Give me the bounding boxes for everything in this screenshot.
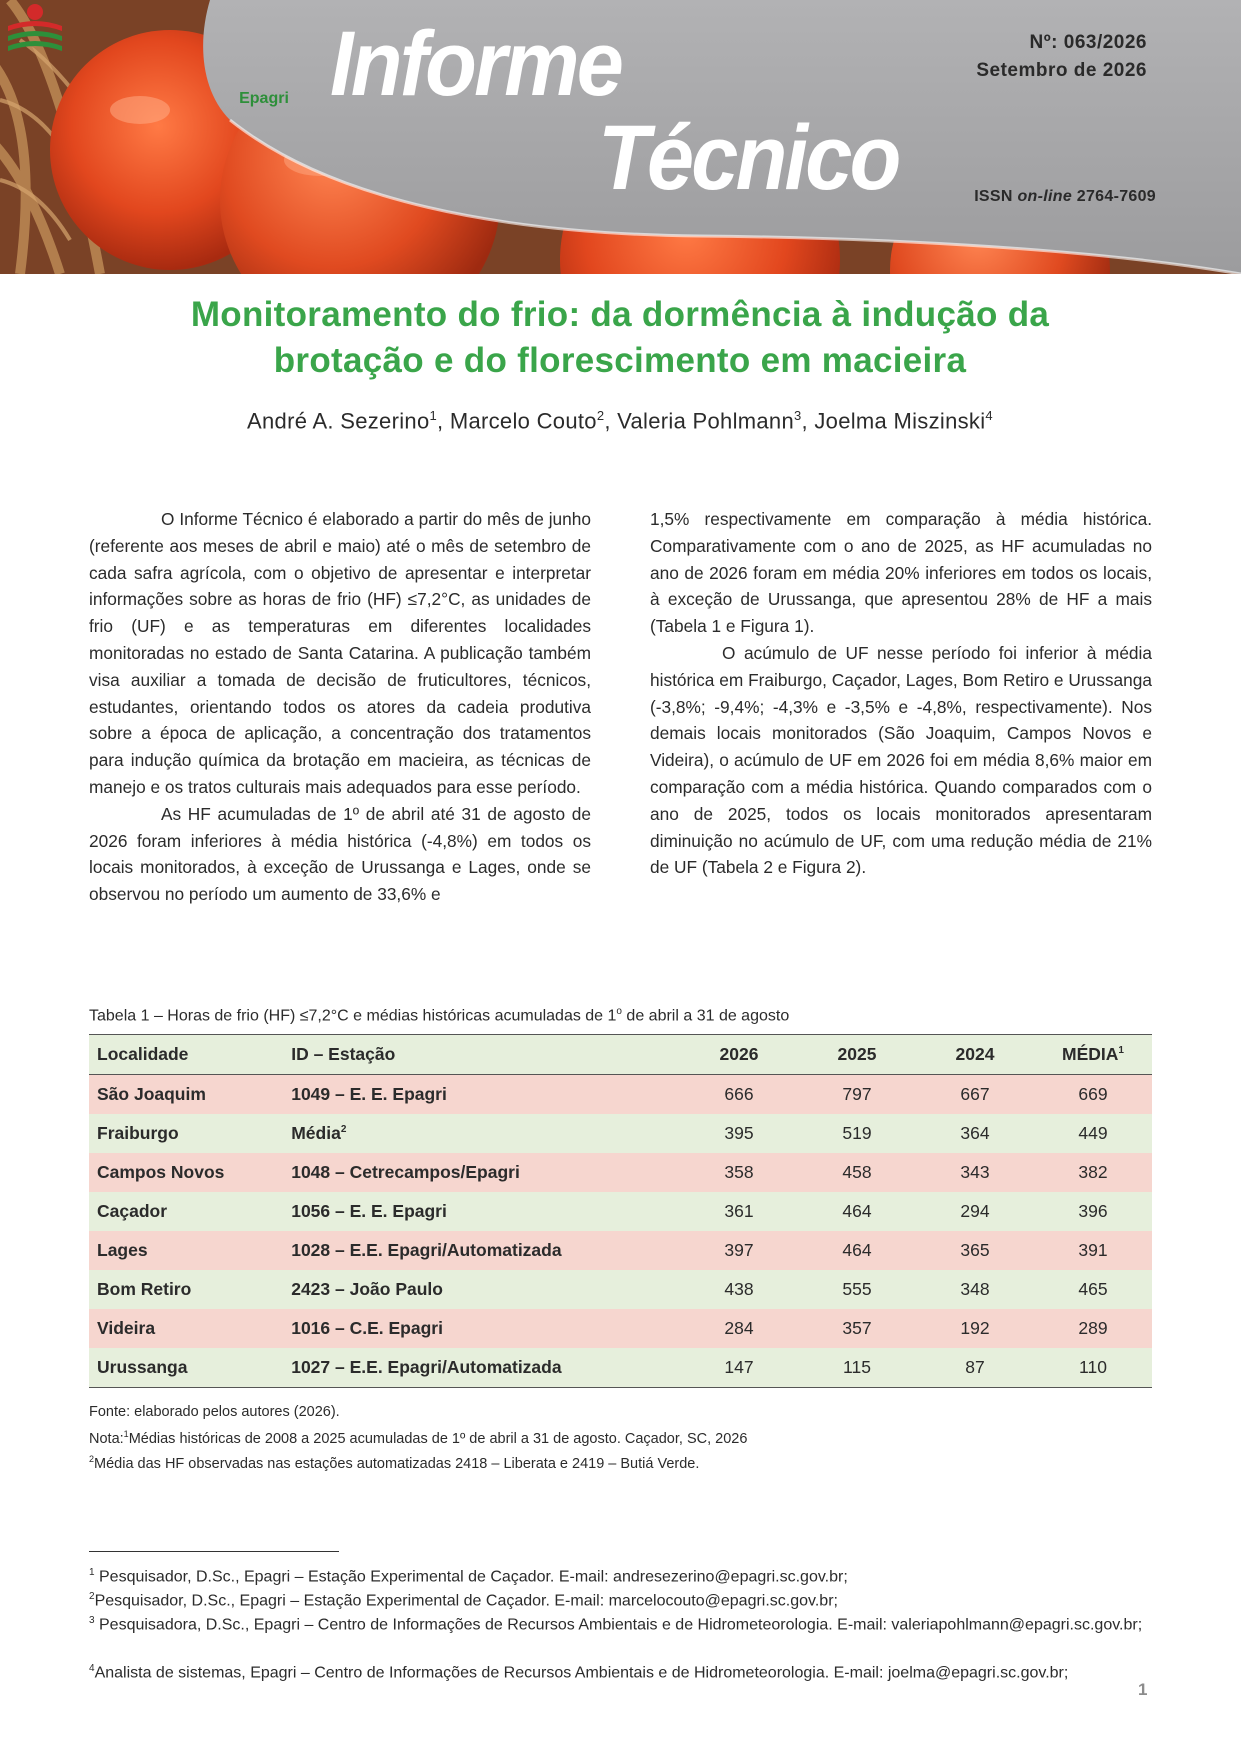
body-paragraph: O acúmulo de UF nesse período foi inferior à média histórica em Fraiburgo, Caçador, Lages, Bom Retiro e Urussanga (-3,8%; -9,4%; -4,3% e -3,5% e -4,8%, respectivamente). Nos demais locais monitorados (São Joaquim, Campos Novos e Videira), o acúmulo de UF em 2026 foi em média 8,6% maior em comparação com a média histórica. Quando comparados com o ano de 2025, todos os locais monitorados apresentaram diminuição no acúmulo de UF, com uma redução média de 21% de UF (Tabela 2 e Figura 2).	[650, 642, 1152, 878]
table-row	[89, 1192, 1152, 1231]
cell-estacao-text: 1027 – E.E. Epagri/Automatizada	[291, 1357, 562, 1377]
cell-estacao-text: 1049 – E. E. Epagri	[291, 1084, 447, 1104]
footnote-sup: 4	[89, 1663, 95, 1674]
header-banner	[0, 0, 1241, 274]
table-note-2-text: Média das HF observadas nas estações automatizadas 2418 – Liberata e 2419 – Butiá Verde.	[94, 1455, 700, 1472]
cell-2025: 115	[798, 1348, 916, 1388]
table-note-2-sup: 2	[89, 1454, 95, 1464]
cell-2024: 343	[960, 1162, 990, 1182]
article-title	[100, 292, 1140, 384]
cell-media: 449	[1078, 1123, 1108, 1143]
cell-2025: 458	[842, 1162, 872, 1182]
brand-title-line2: Técnico	[598, 107, 899, 209]
cell-media: 669	[1078, 1084, 1108, 1104]
page-number: 1	[1138, 1680, 1148, 1699]
table-row	[89, 1348, 1152, 1388]
author-sup: 3	[794, 408, 802, 423]
cell-estacao-text: 1056 – E. E. Epagri	[291, 1201, 447, 1221]
cell-2026: 147	[680, 1348, 798, 1388]
cell-media: 465	[1078, 1279, 1108, 1299]
issue-date: Setembro de 2026	[976, 60, 1147, 81]
cell-localidade: Lages	[97, 1240, 148, 1260]
cell-localidade: Fraiburgo	[97, 1123, 179, 1143]
table-row	[89, 1075, 1152, 1115]
cell-estacao	[283, 1075, 680, 1115]
cell-estacao-text: 1016 – C.E. Epagri	[291, 1318, 443, 1338]
table-caption-sup: o	[616, 1006, 622, 1017]
cell-2026: 284	[724, 1318, 754, 1338]
cell-localidade: Caçador	[97, 1201, 168, 1221]
issn	[974, 188, 1156, 206]
footnote-divider	[89, 1551, 339, 1552]
cell-2026: 397	[724, 1240, 754, 1260]
column-header-2024: 2024	[916, 1035, 1034, 1075]
cell-estacao-text: 1048 – Cetrecampos/Epagri	[291, 1162, 520, 1182]
cell-2025: 555	[842, 1279, 872, 1299]
cell-estacao	[283, 1270, 680, 1309]
column-header-estacao: ID – Estação	[283, 1035, 680, 1075]
footnote-4	[89, 1657, 1152, 1685]
table-row	[89, 1231, 1152, 1270]
footnote-text: Pesquisador, D.Sc., Epagri – Estação Experimental de Caçador. E-mail: andresezerino@epagri.sc.gov.br;	[94, 1568, 848, 1586]
issn-online: on-line	[1017, 188, 1073, 205]
cell-2024: 348	[960, 1279, 990, 1299]
cell-estacao	[283, 1231, 680, 1270]
column-header-media	[1034, 1035, 1152, 1075]
footnote-text: Pesquisador, D.Sc., Epagri – Estação Experimental de Caçador. E-mail: marcelocouto@epagri.sc.gov.br;	[94, 1592, 838, 1610]
cell-estacao-text: 1028 – E.E. Epagri/Automatizada	[291, 1240, 562, 1260]
author-list: André A. Sezerino$^1$, Marcelo Couto$^2$, Valeria Pohlmann$^3$, Joelma Miszinski$^4$	[247, 408, 993, 434]
cell-estacao	[283, 1309, 680, 1348]
brand-title-line1: Informe	[330, 13, 622, 115]
cell-2026: 361	[724, 1201, 754, 1221]
footnote-text: Pesquisadora, D.Sc., Epagri – Centro de Informações de Recursos Ambientais e de Hidrometeorologia. E-mail: valeriapohlmann@epagri.sc.gov.br;	[94, 1616, 1143, 1634]
cell-media: 391	[1078, 1240, 1108, 1260]
table-row	[89, 1114, 1152, 1153]
cell-estacao	[283, 1114, 680, 1153]
cell-media: 110	[1034, 1348, 1152, 1388]
cell-2024: 87	[916, 1348, 1034, 1388]
cell-localidade: Videira	[97, 1318, 156, 1338]
column-header-2026: 2026	[680, 1035, 798, 1075]
author-name: André A. Sezerino	[247, 408, 430, 434]
column-header-media-text: MÉDIA	[1062, 1044, 1119, 1064]
cell-media: 382	[1078, 1162, 1108, 1182]
cell-2025: 464	[842, 1201, 872, 1221]
cell-estacao-text: Média	[291, 1123, 341, 1143]
cell-2025: 357	[842, 1318, 872, 1338]
author-sup: 1	[429, 408, 438, 423]
issn-number: 2764-7609	[1076, 188, 1156, 205]
table-note-2	[89, 1454, 699, 1472]
table-note-1-sup: 1	[123, 1429, 129, 1439]
footnote-sup: 2	[89, 1591, 95, 1602]
cell-localidade: São Joaquim	[97, 1084, 206, 1104]
table-caption-text: Tabela 1 – Horas de frio (HF) ≤7,2°C e médias históricas acumuladas de 1	[89, 1007, 617, 1025]
column-header-media-sup: 1	[1118, 1045, 1124, 1057]
cell-estacao	[283, 1153, 680, 1192]
cell-2026: 358	[724, 1162, 754, 1182]
cell-estacao-text: 2423 – João Paulo	[291, 1279, 443, 1299]
cell-localidade: Urussanga	[89, 1348, 283, 1388]
cell-estacao-sup: 2	[340, 1124, 347, 1136]
table-caption-text-end: de abril a 31 de agosto	[621, 1007, 790, 1025]
epagri-logo-icon	[0, 0, 70, 70]
cell-2025: 519	[842, 1123, 872, 1143]
author-sup: 4	[985, 408, 993, 423]
cell-2024: 294	[960, 1201, 990, 1221]
body-paragraph: O Informe Técnico é elaborado a partir do mês de junho (referente aos meses de abril e maio) até o mês de setembro de cada safra agrícola, com o objetivo de apresentar e interpretar informações sobre as horas de frio (HF) ≤7,2°C, as unidades de frio (UF) e as temperaturas em diferentes localidades monitoradas no estado de Santa Catarina. A publicação também visa auxiliar a tomada de decisão de fruticultores, técnicos, estudantes, orientando todos os atores da cadeia produtiva sobre a época de aplicação, a concentração dos tratamentos para indução química da brotação em macieira, as técnicas de manejo e os tratos culturais mais adequados para esse período.	[89, 509, 591, 797]
issn-prefix: ISSN	[974, 188, 1013, 205]
cell-estacao	[283, 1348, 680, 1388]
table-source: Fonte: elaborado pelos autores (2026).	[89, 1404, 340, 1420]
column-header-2025: 2025	[798, 1035, 916, 1075]
author-sup: 2	[596, 408, 605, 423]
author-name: Marcelo Couto	[449, 408, 597, 434]
table-note-1	[89, 1429, 747, 1447]
body-column-left	[89, 506, 591, 908]
body-column-right	[650, 506, 1152, 881]
logo-text: Epagri	[239, 90, 289, 107]
cell-2024: 365	[960, 1240, 990, 1260]
table-body	[89, 1075, 1152, 1388]
table-caption	[89, 1006, 789, 1025]
footnote-3	[89, 1609, 1152, 1637]
body-paragraph: 1,5% respectivamente em comparação à média histórica. Comparativamente com o ano de 2025, as HF acumuladas no ano de 2026 foram em média 20% inferiores em todos os locais, à exceção de Urussanga, que apresentou 28% de HF a mais (Tabela 1 e Figura 1).	[650, 509, 1152, 637]
issue-number: Nº: 063/2026	[1029, 32, 1147, 53]
table-header-row	[89, 1035, 1152, 1075]
table-row	[89, 1270, 1152, 1309]
author-name: Valeria Pohlmann	[617, 408, 794, 434]
cell-2026: 666	[724, 1084, 754, 1104]
body-paragraph: As HF acumuladas de 1º de abril até 31 de agosto de 2026 foram inferiores à média histórica (-4,8%) em todos os locais monitorados, à exceção de Urussanga e Lages, onde se observou no período um aumento de 33,6% e	[89, 803, 591, 905]
cell-2025: 464	[842, 1240, 872, 1260]
table-note-1-label: Nota:	[89, 1430, 124, 1447]
footnote-text: Analista de sistemas, Epagri – Centro de Informações de Recursos Ambientais e de Hidrometeorologia. E-mail: joelma@epagri.sc.gov.br;	[94, 1664, 1069, 1682]
cell-2025: 797	[842, 1084, 872, 1104]
table-row	[89, 1309, 1152, 1348]
table-note-1-text: Médias históricas de 2008 a 2025 acumuladas de 1º de abril a 31 de agosto. Caçador, SC, 2026	[128, 1430, 748, 1447]
cell-localidade: Bom Retiro	[97, 1279, 192, 1299]
footnote-sup: 3	[89, 1615, 95, 1626]
cell-localidade: Campos Novos	[97, 1162, 225, 1182]
article-title-line2: brotação e do florescimento em macieira	[273, 341, 967, 380]
cell-2024: 364	[960, 1123, 990, 1143]
column-header-localidade: Localidade	[89, 1035, 283, 1075]
author-name: Joelma Miszinski	[814, 408, 986, 434]
article-title-line1: Monitoramento do frio: da dormência à indução da	[190, 295, 1050, 334]
cell-media: 289	[1078, 1318, 1108, 1338]
cell-2026: 395	[724, 1123, 754, 1143]
footnote-sup: 1	[89, 1567, 95, 1578]
cell-estacao	[283, 1192, 680, 1231]
cell-2024: 667	[960, 1084, 990, 1104]
chill-hours-table	[89, 1034, 1152, 1388]
cell-media: 396	[1078, 1201, 1108, 1221]
table-row	[89, 1153, 1152, 1192]
cell-2026: 438	[724, 1279, 754, 1299]
cell-2024: 192	[960, 1318, 990, 1338]
